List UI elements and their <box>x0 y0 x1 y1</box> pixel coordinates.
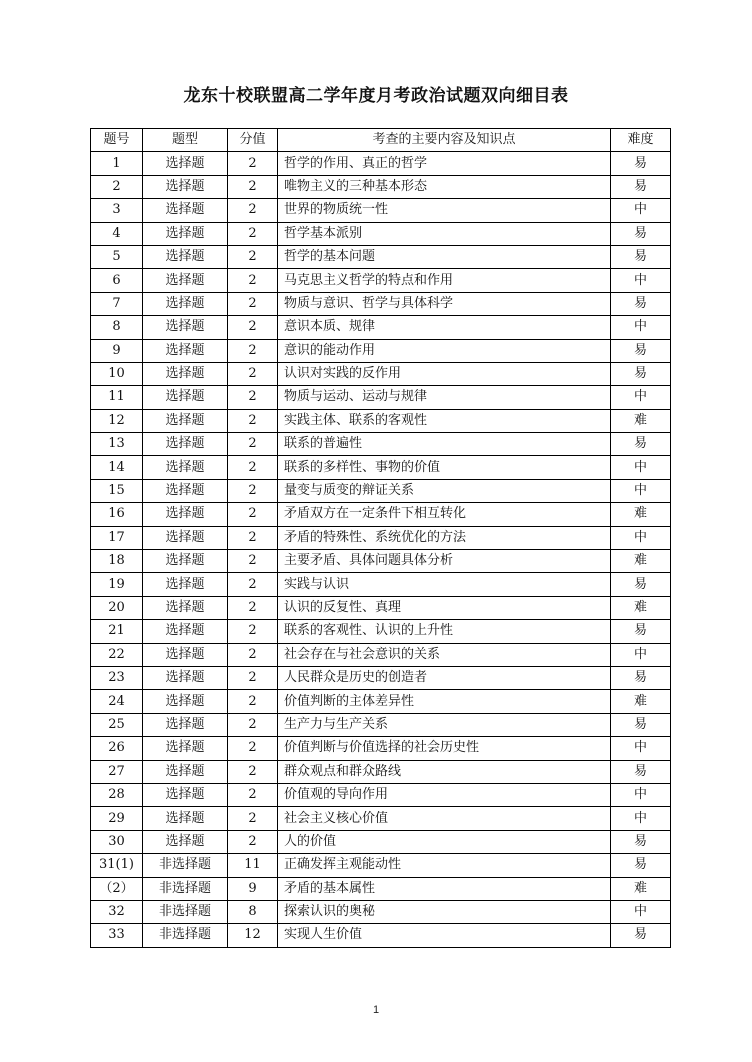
table-row <box>91 620 671 643</box>
cell-content: 实践主体、联系的客观性 <box>278 409 611 432</box>
table-row <box>91 292 671 315</box>
table-row <box>91 222 671 245</box>
cell-question-number: 16 <box>91 503 143 526</box>
cell-question-number: 8 <box>91 316 143 339</box>
cell-question-type: 选择题 <box>143 409 228 432</box>
cell-question-number: 20 <box>91 596 143 619</box>
cell-question-number: 5 <box>91 245 143 268</box>
table-row <box>91 479 671 502</box>
cell-difficulty: 中 <box>611 479 671 502</box>
table-row <box>91 783 671 806</box>
cell-question-number: 6 <box>91 269 143 292</box>
cell-question-type: 选择题 <box>143 245 228 268</box>
cell-question-number: 12 <box>91 409 143 432</box>
cell-score: 2 <box>228 713 278 736</box>
cell-content: 生产力与生产关系 <box>278 713 611 736</box>
cell-difficulty: 中 <box>611 316 671 339</box>
table-row <box>91 854 671 877</box>
cell-score: 2 <box>228 666 278 689</box>
table-row <box>91 152 671 175</box>
document-title: 龙东十校联盟高二学年度月考政治试题双向细目表 <box>183 86 569 106</box>
cell-difficulty: 难 <box>611 690 671 713</box>
cell-difficulty: 中 <box>611 386 671 409</box>
table-row <box>91 900 671 923</box>
cell-score: 2 <box>228 690 278 713</box>
cell-question-type: 选择题 <box>143 573 228 596</box>
cell-question-number: 23 <box>91 666 143 689</box>
table-row <box>91 503 671 526</box>
cell-score: 2 <box>228 596 278 619</box>
table-row <box>91 245 671 268</box>
cell-question-type: 非选择题 <box>143 854 228 877</box>
cell-content: 联系的普遍性 <box>278 433 611 456</box>
cell-question-type: 选择题 <box>143 596 228 619</box>
cell-difficulty: 中 <box>611 526 671 549</box>
cell-question-type: 选择题 <box>143 175 228 198</box>
table-row <box>91 456 671 479</box>
cell-content: 世界的物质统一性 <box>278 199 611 222</box>
cell-score: 2 <box>228 643 278 666</box>
table-row <box>91 550 671 573</box>
cell-question-number: 27 <box>91 760 143 783</box>
cell-score: 2 <box>228 362 278 385</box>
cell-difficulty: 中 <box>611 900 671 923</box>
cell-question-type: 选择题 <box>143 713 228 736</box>
cell-score: 2 <box>228 409 278 432</box>
cell-content: 价值判断与价值选择的社会历史性 <box>278 737 611 760</box>
cell-difficulty: 难 <box>611 877 671 900</box>
cell-score: 2 <box>228 175 278 198</box>
cell-score: 2 <box>228 152 278 175</box>
cell-question-type: 选择题 <box>143 666 228 689</box>
cell-difficulty: 易 <box>611 222 671 245</box>
cell-content: 探索认识的奥秘 <box>278 900 611 923</box>
cell-difficulty: 中 <box>611 807 671 830</box>
table-row <box>91 175 671 198</box>
cell-question-number: 26 <box>91 737 143 760</box>
cell-question-number: 19 <box>91 573 143 596</box>
cell-content: 价值判断的主体差异性 <box>278 690 611 713</box>
cell-difficulty: 中 <box>611 199 671 222</box>
table-row <box>91 339 671 362</box>
header-score: 分值 <box>228 129 278 152</box>
cell-content: 主要矛盾、具体问题具体分析 <box>278 550 611 573</box>
cell-question-type: 选择题 <box>143 456 228 479</box>
header-question-type: 题型 <box>143 129 228 152</box>
cell-question-type: 选择题 <box>143 830 228 853</box>
cell-content: 量变与质变的辩证关系 <box>278 479 611 502</box>
cell-score: 2 <box>228 573 278 596</box>
cell-content: 矛盾的基本属性 <box>278 877 611 900</box>
cell-difficulty: 易 <box>611 620 671 643</box>
cell-content: 意识的能动作用 <box>278 339 611 362</box>
cell-content: 哲学基本派别 <box>278 222 611 245</box>
cell-content: 认识的反复性、真理 <box>278 596 611 619</box>
cell-question-number: 28 <box>91 783 143 806</box>
cell-content: 物质与意识、哲学与具体科学 <box>278 292 611 315</box>
cell-content: 人的价值 <box>278 830 611 853</box>
cell-difficulty: 难 <box>611 409 671 432</box>
cell-question-type: 选择题 <box>143 292 228 315</box>
cell-question-number: 13 <box>91 433 143 456</box>
table-row <box>91 666 671 689</box>
cell-question-number: 14 <box>91 456 143 479</box>
cell-question-number: （2） <box>91 877 143 900</box>
cell-question-type: 选择题 <box>143 783 228 806</box>
cell-difficulty: 中 <box>611 643 671 666</box>
table-row <box>91 690 671 713</box>
cell-question-type: 选择题 <box>143 620 228 643</box>
cell-score: 2 <box>228 199 278 222</box>
cell-score: 2 <box>228 245 278 268</box>
table-row <box>91 877 671 900</box>
table-row <box>91 409 671 432</box>
cell-difficulty: 易 <box>611 362 671 385</box>
cell-question-number: 31(1) <box>91 854 143 877</box>
cell-difficulty: 易 <box>611 573 671 596</box>
cell-score: 2 <box>228 760 278 783</box>
table-row <box>91 807 671 830</box>
cell-difficulty: 易 <box>611 924 671 947</box>
cell-question-type: 选择题 <box>143 199 228 222</box>
table-row <box>91 760 671 783</box>
cell-content: 认识对实践的反作用 <box>278 362 611 385</box>
cell-question-number: 32 <box>91 900 143 923</box>
cell-content: 实践与认识 <box>278 573 611 596</box>
table-row <box>91 526 671 549</box>
cell-question-number: 9 <box>91 339 143 362</box>
cell-difficulty: 难 <box>611 550 671 573</box>
cell-content: 价值观的导向作用 <box>278 783 611 806</box>
table-row <box>91 199 671 222</box>
cell-content: 群众观点和群众路线 <box>278 760 611 783</box>
table-row <box>91 316 671 339</box>
cell-content: 联系的多样性、事物的价值 <box>278 456 611 479</box>
cell-score: 2 <box>228 830 278 853</box>
cell-content: 物质与运动、运动与规律 <box>278 386 611 409</box>
cell-question-type: 选择题 <box>143 386 228 409</box>
cell-score: 2 <box>228 620 278 643</box>
cell-question-number: 4 <box>91 222 143 245</box>
cell-content: 马克思主义哲学的特点和作用 <box>278 269 611 292</box>
cell-difficulty: 中 <box>611 737 671 760</box>
cell-score: 2 <box>228 479 278 502</box>
cell-difficulty: 易 <box>611 854 671 877</box>
cell-difficulty: 易 <box>611 339 671 362</box>
cell-question-type: 选择题 <box>143 339 228 362</box>
cell-question-number: 29 <box>91 807 143 830</box>
cell-score: 12 <box>228 924 278 947</box>
cell-question-number: 30 <box>91 830 143 853</box>
cell-question-type: 选择题 <box>143 433 228 456</box>
cell-difficulty: 易 <box>611 830 671 853</box>
cell-content: 意识本质、规律 <box>278 316 611 339</box>
cell-score: 9 <box>228 877 278 900</box>
cell-score: 8 <box>228 900 278 923</box>
cell-content: 矛盾的特殊性、系统优化的方法 <box>278 526 611 549</box>
cell-question-type: 非选择题 <box>143 924 228 947</box>
table-row <box>91 830 671 853</box>
cell-content: 人民群众是历史的创造者 <box>278 666 611 689</box>
cell-content: 哲学的作用、真正的哲学 <box>278 152 611 175</box>
cell-question-type: 选择题 <box>143 479 228 502</box>
table-header-row <box>91 129 671 152</box>
cell-question-type: 非选择题 <box>143 877 228 900</box>
cell-content: 唯物主义的三种基本形态 <box>278 175 611 198</box>
cell-content: 矛盾双方在一定条件下相互转化 <box>278 503 611 526</box>
page-number: 1 <box>372 1004 380 1016</box>
cell-difficulty: 易 <box>611 760 671 783</box>
cell-question-number: 10 <box>91 362 143 385</box>
cell-score: 2 <box>228 503 278 526</box>
cell-content: 联系的客观性、认识的上升性 <box>278 620 611 643</box>
cell-question-number: 22 <box>91 643 143 666</box>
cell-question-type: 非选择题 <box>143 900 228 923</box>
cell-question-number: 17 <box>91 526 143 549</box>
specification-table <box>90 128 671 948</box>
cell-difficulty: 易 <box>611 245 671 268</box>
cell-score: 2 <box>228 386 278 409</box>
table-row <box>91 924 671 947</box>
cell-question-type: 选择题 <box>143 503 228 526</box>
table-row <box>91 713 671 736</box>
cell-question-type: 选择题 <box>143 807 228 830</box>
cell-difficulty: 易 <box>611 713 671 736</box>
cell-difficulty: 易 <box>611 175 671 198</box>
cell-question-number: 2 <box>91 175 143 198</box>
header-content: 考查的主要内容及知识点 <box>278 129 611 152</box>
cell-question-number: 15 <box>91 479 143 502</box>
cell-difficulty: 易 <box>611 666 671 689</box>
cell-question-number: 25 <box>91 713 143 736</box>
cell-content: 实现人生价值 <box>278 924 611 947</box>
header-difficulty: 难度 <box>611 129 671 152</box>
cell-score: 2 <box>228 339 278 362</box>
cell-content: 社会存在与社会意识的关系 <box>278 643 611 666</box>
table-row <box>91 573 671 596</box>
cell-difficulty: 难 <box>611 503 671 526</box>
cell-difficulty: 易 <box>611 152 671 175</box>
cell-question-type: 选择题 <box>143 643 228 666</box>
cell-difficulty: 易 <box>611 433 671 456</box>
cell-question-number: 1 <box>91 152 143 175</box>
cell-score: 2 <box>228 783 278 806</box>
cell-question-type: 选择题 <box>143 550 228 573</box>
cell-content: 社会主义核心价值 <box>278 807 611 830</box>
cell-question-type: 选择题 <box>143 526 228 549</box>
cell-question-number: 24 <box>91 690 143 713</box>
cell-score: 2 <box>228 526 278 549</box>
cell-score: 2 <box>228 292 278 315</box>
table-row <box>91 386 671 409</box>
table-body <box>91 152 671 947</box>
cell-question-type: 选择题 <box>143 760 228 783</box>
cell-difficulty: 难 <box>611 596 671 619</box>
cell-score: 2 <box>228 222 278 245</box>
table-row <box>91 596 671 619</box>
cell-score: 2 <box>228 807 278 830</box>
cell-question-number: 21 <box>91 620 143 643</box>
table-row <box>91 643 671 666</box>
table-row <box>91 737 671 760</box>
cell-content: 正确发挥主观能动性 <box>278 854 611 877</box>
cell-question-number: 3 <box>91 199 143 222</box>
cell-question-number: 7 <box>91 292 143 315</box>
cell-question-type: 选择题 <box>143 222 228 245</box>
cell-content: 哲学的基本问题 <box>278 245 611 268</box>
cell-score: 2 <box>228 456 278 479</box>
cell-question-type: 选择题 <box>143 316 228 339</box>
table-row <box>91 269 671 292</box>
cell-question-type: 选择题 <box>143 737 228 760</box>
cell-question-number: 18 <box>91 550 143 573</box>
cell-difficulty: 易 <box>611 292 671 315</box>
cell-difficulty: 中 <box>611 269 671 292</box>
header-question-number: 题号 <box>91 129 143 152</box>
cell-difficulty: 中 <box>611 456 671 479</box>
cell-score: 11 <box>228 854 278 877</box>
cell-question-number: 33 <box>91 924 143 947</box>
cell-score: 2 <box>228 433 278 456</box>
cell-question-type: 选择题 <box>143 269 228 292</box>
cell-score: 2 <box>228 316 278 339</box>
table-row <box>91 362 671 385</box>
cell-difficulty: 中 <box>611 783 671 806</box>
cell-question-type: 选择题 <box>143 152 228 175</box>
cell-score: 2 <box>228 737 278 760</box>
cell-question-type: 选择题 <box>143 690 228 713</box>
cell-question-type: 选择题 <box>143 362 228 385</box>
cell-question-number: 11 <box>91 386 143 409</box>
cell-score: 2 <box>228 269 278 292</box>
table-row <box>91 433 671 456</box>
cell-score: 2 <box>228 550 278 573</box>
